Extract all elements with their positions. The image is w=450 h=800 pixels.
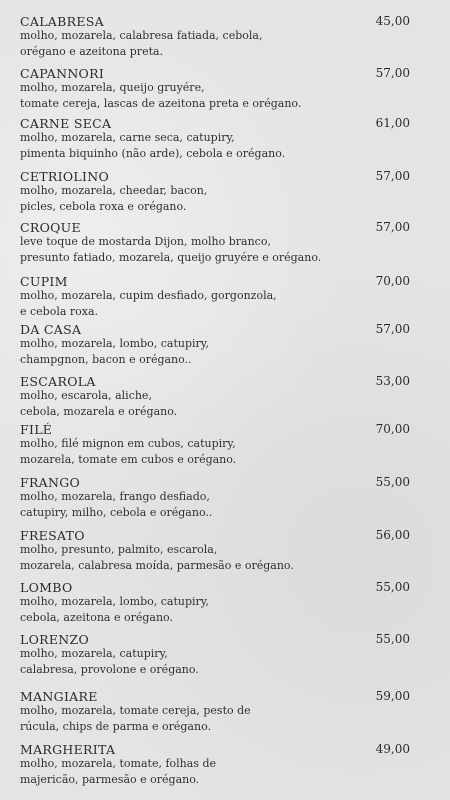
description-line: presunto fatiado, mozarela, queijo gruyére e orégano. bbox=[20, 251, 322, 264]
description-line: molho, presunto, palmito, escarola, bbox=[20, 543, 218, 556]
item-name: MANGIARE bbox=[20, 689, 98, 704]
description-line: molho, mozarela, tomate, folhas de bbox=[20, 757, 217, 770]
description-line: molho, escarola, aliche, bbox=[20, 389, 152, 402]
item-price: 70,00 bbox=[375, 274, 410, 288]
item-name: CUPIM bbox=[20, 274, 68, 289]
item-price: 45,00 bbox=[375, 14, 410, 28]
item-description bbox=[20, 489, 350, 521]
item-price: 61,00 bbox=[375, 116, 410, 130]
item-name: MARGHERITA bbox=[20, 742, 116, 757]
item-name: FILÉ bbox=[20, 422, 53, 437]
description-line: calabresa, provolone e orégano. bbox=[20, 663, 199, 676]
item-description bbox=[20, 594, 350, 626]
description-line: molho, mozarela, frango desfiado, bbox=[20, 490, 210, 503]
description-line: molho, mozarela, catupiry, bbox=[20, 647, 168, 660]
description-line: molho, mozarela, cupim desfiado, gorgonzola, bbox=[20, 289, 277, 302]
description-line: mozarela, tomate em cubos e orégano. bbox=[20, 453, 237, 466]
item-price: 56,00 bbox=[375, 528, 410, 542]
description-line: leve toque de mostarda Dijon, molho branco, bbox=[20, 235, 271, 248]
item-description bbox=[20, 183, 350, 215]
item-description bbox=[20, 646, 350, 678]
item-price: 55,00 bbox=[375, 475, 410, 489]
description-line: catupiry, milho, cebola e orégano.. bbox=[20, 506, 213, 519]
item-description bbox=[20, 234, 350, 266]
description-line: molho, filé mignon em cubos, catupiry, bbox=[20, 437, 236, 450]
description-line: molho, mozarela, calabresa fatiada, cebola, bbox=[20, 29, 263, 42]
description-line: majericão, parmesão e orégano. bbox=[20, 773, 200, 786]
item-name: LORENZO bbox=[20, 632, 90, 647]
item-name: CAPANNORI bbox=[20, 66, 105, 81]
description-line: tomate cereja, lascas de azeitona preta e orégano. bbox=[20, 97, 302, 110]
description-line: molho, mozarela, queijo gruyére, bbox=[20, 81, 205, 94]
item-description bbox=[20, 703, 350, 735]
item-price: 57,00 bbox=[375, 169, 410, 183]
item-name: CETRIOLINO bbox=[20, 169, 110, 184]
item-price: 55,00 bbox=[375, 632, 410, 646]
item-price: 57,00 bbox=[375, 66, 410, 80]
item-name: CALABRESA bbox=[20, 14, 104, 29]
description-line: cebola, azeitona e orégano. bbox=[20, 611, 173, 624]
item-price: 59,00 bbox=[375, 689, 410, 703]
item-description bbox=[20, 388, 350, 420]
description-line: champgnon, bacon e orégano.. bbox=[20, 353, 192, 366]
description-line: molho, mozarela, lombo, catupiry, bbox=[20, 595, 210, 608]
item-name: FRESATO bbox=[20, 528, 85, 543]
item-description bbox=[20, 436, 350, 468]
item-description bbox=[20, 542, 350, 574]
description-line: molho, mozarela, lombo, catupiry, bbox=[20, 337, 210, 350]
description-line: cebola, mozarela e orégano. bbox=[20, 405, 178, 418]
description-line: molho, mozarela, cheedar, bacon, bbox=[20, 184, 208, 197]
item-description bbox=[20, 80, 350, 112]
description-line: pimenta biquinho (não arde), cebola e orégano. bbox=[20, 147, 286, 160]
item-price: 57,00 bbox=[375, 322, 410, 336]
description-line: picles, cebola roxa e orégano. bbox=[20, 200, 187, 213]
item-name: ESCAROLA bbox=[20, 374, 96, 389]
description-line: rúcula, chips de parma e orégano. bbox=[20, 720, 212, 733]
item-name: FRANGO bbox=[20, 475, 81, 490]
item-price: 70,00 bbox=[375, 422, 410, 436]
item-price: 49,00 bbox=[375, 742, 410, 756]
description-line: molho, mozarela, tomate cereja, pesto de bbox=[20, 704, 251, 717]
item-price: 57,00 bbox=[375, 220, 410, 234]
item-name: DA CASA bbox=[20, 322, 82, 337]
description-line: mozarela, calabresa moída, parmesão e orégano. bbox=[20, 559, 294, 572]
item-name: CROQUE bbox=[20, 220, 81, 235]
item-price: 55,00 bbox=[375, 580, 410, 594]
description-line: e cebola roxa. bbox=[20, 305, 99, 318]
item-name: CARNE SECA bbox=[20, 116, 112, 131]
item-price: 53,00 bbox=[375, 374, 410, 388]
item-name: LOMBO bbox=[20, 580, 73, 595]
item-description bbox=[20, 130, 350, 162]
description-line: molho, mozarela, carne seca, catupiry, bbox=[20, 131, 235, 144]
item-description bbox=[20, 336, 350, 368]
item-description bbox=[20, 756, 350, 788]
item-description bbox=[20, 28, 350, 60]
item-description bbox=[20, 288, 350, 320]
description-line: orégano e azeitona preta. bbox=[20, 45, 164, 58]
